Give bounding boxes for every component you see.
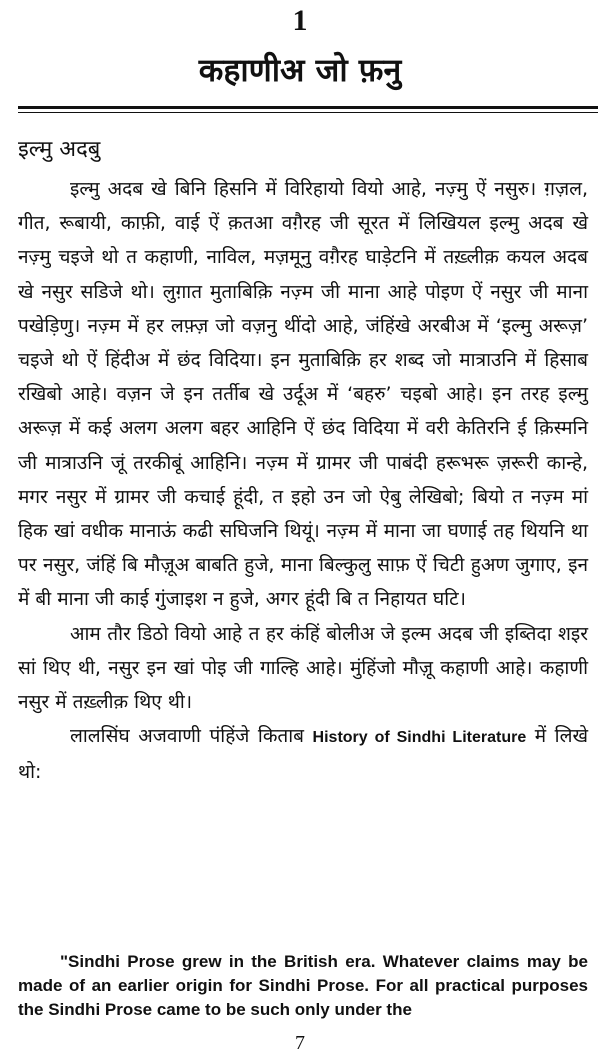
title-rule-thin: [18, 112, 598, 113]
title-rule-thick: [18, 106, 598, 109]
section-heading: इल्मु अदबु: [18, 137, 101, 162]
paragraph-3-text: लालसिंघ अजवाणी पंहिंजे किताब: [70, 725, 305, 748]
book-title: History of Sindhi Literature: [312, 729, 527, 747]
body-text: [18, 172, 588, 790]
paragraph-1: इल्मु अदब खे बिनि हिसनि में विरिहायो वियो आहे, नज़्मु ऐं नसुरु। ग़ज़ल, गीत, रूबायी, काफ़ी, वाई ऐं क़तआ वग़ैरह जी सूरत में लिखियल इल्मु अदब खे नज़्मु चइजे थो त कहाणी, नाविल, मज़मूनु वग़ैरह घाड़ेटनि में तख़्लीक़ कयल अदब खे नसुर सडिजे थो। लुग़ात मुताबिक़ि नज़्म जी माना आहे पोइण ऐं नसुर जी माना पखेड़िणु। नज़्म में हर लफ़्ज़ जो वज़नु थींदो आहे, जंहिंखे अरबीअ में ‘इल्मु अरूज़’ चइजे थो ऐं हिंदीअ में छंद विदिया। इन मुताबिक़ि हर शब्द जो मात्राउनि में हिसाब रखिबो आहे। वज़न जे इन तर्तीब खे उर्दूअ में ‘बहरु’ चइबो आहे। इन तरह इल्मु अरूज़ में कई अलग अलग बहर आहिनि ऐं छंद विदिया में वरी केतिरनि ई क़िस्मनि जी मात्राउनि जूं तरकीबूं आहिनि। नज़्म में ग्रामर जी पाबंदी हरूभरू ज़रूरी कान्हे, मगर नसुर में ग्रामर जी कचाई हूंदी, त इहो उन जो ऐबु लेखिबो; बियो त नज़्म मां हिक खां वधीक मानाऊं कढी सघिजनि थियूं। नज़्म में माना जा घणाई तह थियनि था पर नसुर, जंहिं बि मौज़ूअ बाबति हुजे, माना बिल्कुलु साफ़ ऐं चिटी हुअण जुगाए, इन में बी माना जी काई गुंजाइश न हुजे, अगर हूंदी बि त निहायत घटि।: [18, 178, 588, 611]
block-quote: [18, 950, 588, 1022]
paragraph-3: [18, 719, 588, 789]
paragraph-2: आम तौर डिठो वियो आहे त हर कंहिं बोलीअ जे इल्म अदब जी इब्तिदा शइर सां थिए थी, नसुर इन खां पोइ जी गाल्हि आहे। मुंहिंजो मौज़ू कहाणी आहे। कहाणी नसुर में तख़्लीक़ थिए थी।: [18, 622, 588, 714]
chapter-title: कहाणीअ जो फ़नु: [198, 51, 402, 89]
chapter-number: 1: [292, 4, 308, 37]
page-number: 7: [295, 1032, 305, 1054]
quote-text: "Sindhi Prose grew in the British era. Whatever claims may be made of an earlier origin for Sindhi Prose. For all practical purposes the Sindhi Prose came to be such only under the: [18, 952, 588, 1019]
paragraph-3-end: में लिखे थो:: [18, 725, 588, 784]
